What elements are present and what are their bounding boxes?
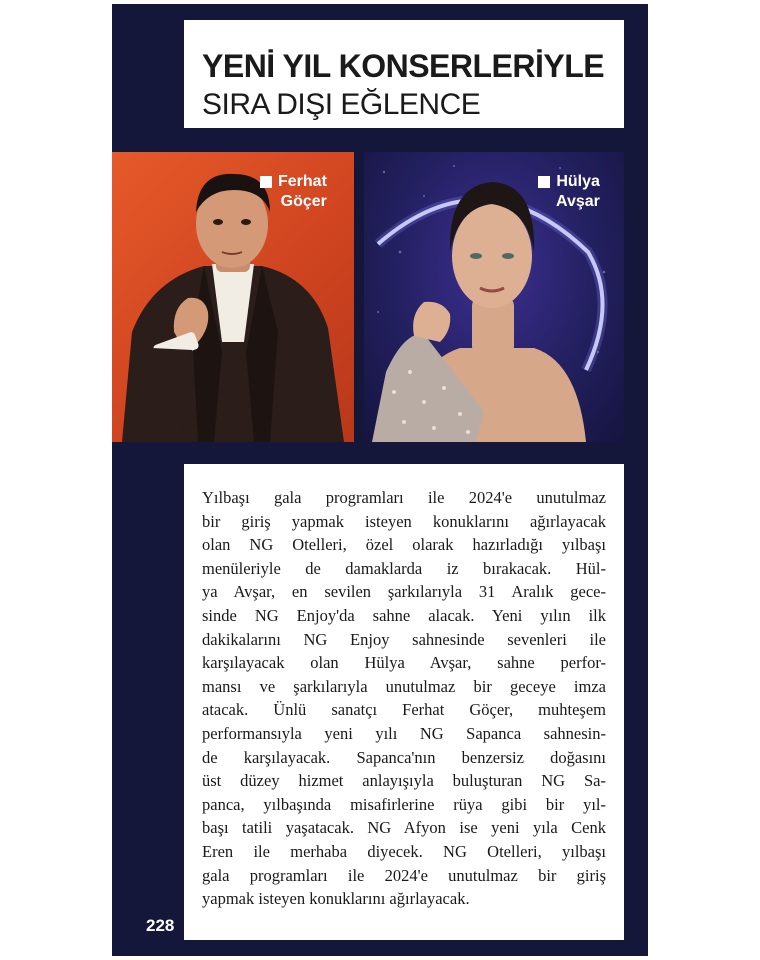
square-bullet-icon (260, 176, 272, 188)
photo-ferhat-gocer (112, 152, 354, 442)
body-line: dakikalarını NG Enjoy sahnesinde sevenleri ile (202, 629, 606, 649)
body-line: ya Avşar, en sevilen şarkılarıyla 31 Aralık gece- (202, 582, 606, 602)
article-title-line2: SIRA DIŞI EĞLENCE (202, 88, 481, 121)
name-first: Hülya (556, 173, 600, 190)
body-line: yapmak isteyen konuklarını ağırlayacak. (202, 889, 470, 909)
body-line: performansıyla yeni yılı NG Sapanca sahnesin- (202, 723, 606, 743)
magazine-page (112, 4, 648, 956)
square-bullet-icon (538, 176, 550, 188)
body-line: de karşılayacak. Sapanca'nın benzersiz doğasını (202, 747, 606, 767)
body-line: karşılayacak olan Hülya Avşar, sahne perfor- (202, 653, 606, 673)
article-body-box (184, 464, 624, 940)
body-line: sinde NG Enjoy'da sahne alacak. Yeni yılın ilk (202, 605, 606, 625)
body-line: olan NG Otelleri, özel olarak hazırladığı yılbaşı (202, 535, 606, 555)
name-tag-ferhat (260, 172, 327, 212)
body-line: başı tatili yaşatacak. NG Afyon ise yeni yıla Cenk (202, 818, 606, 838)
name-last: Göçer (280, 193, 327, 210)
photo-hulya-avsar (364, 152, 624, 442)
page-number: 228 (146, 916, 175, 935)
body-line: Yılbaşı gala programları ile 2024'e unutulmaz (202, 488, 606, 507)
name-last: Avşar (556, 193, 600, 210)
body-line: üst düzey hizmet anlayışıyla buluşturan NG Sa- (202, 771, 606, 791)
body-line: Eren ile merhaba diyecek. NG Otelleri, yılbaşı (202, 841, 606, 861)
article-title-line1: YENİ YIL KONSERLERİYLE (202, 48, 605, 84)
body-line: atacak. Ünlü sanatçı Ferhat Göçer, muhteşem (202, 700, 606, 720)
title-box (184, 20, 624, 128)
body-line: menüleriyle de damaklarda iz bırakacak. Hül- (202, 558, 606, 578)
name-first: Ferhat (278, 173, 327, 190)
body-line: bir giriş yapmak isteyen konuklarını ağırlayacak (202, 511, 606, 531)
name-tag-hulya (538, 172, 600, 212)
article-body (202, 486, 606, 911)
body-line: panca, yılbaşında misafirlerine rüya gibi bir yıl- (202, 794, 606, 814)
body-line: mansı ve şarkılarıyla unutulmaz bir geceye imza (202, 676, 606, 696)
body-line: gala programları ile 2024'e unutulmaz bir giriş (202, 865, 606, 885)
